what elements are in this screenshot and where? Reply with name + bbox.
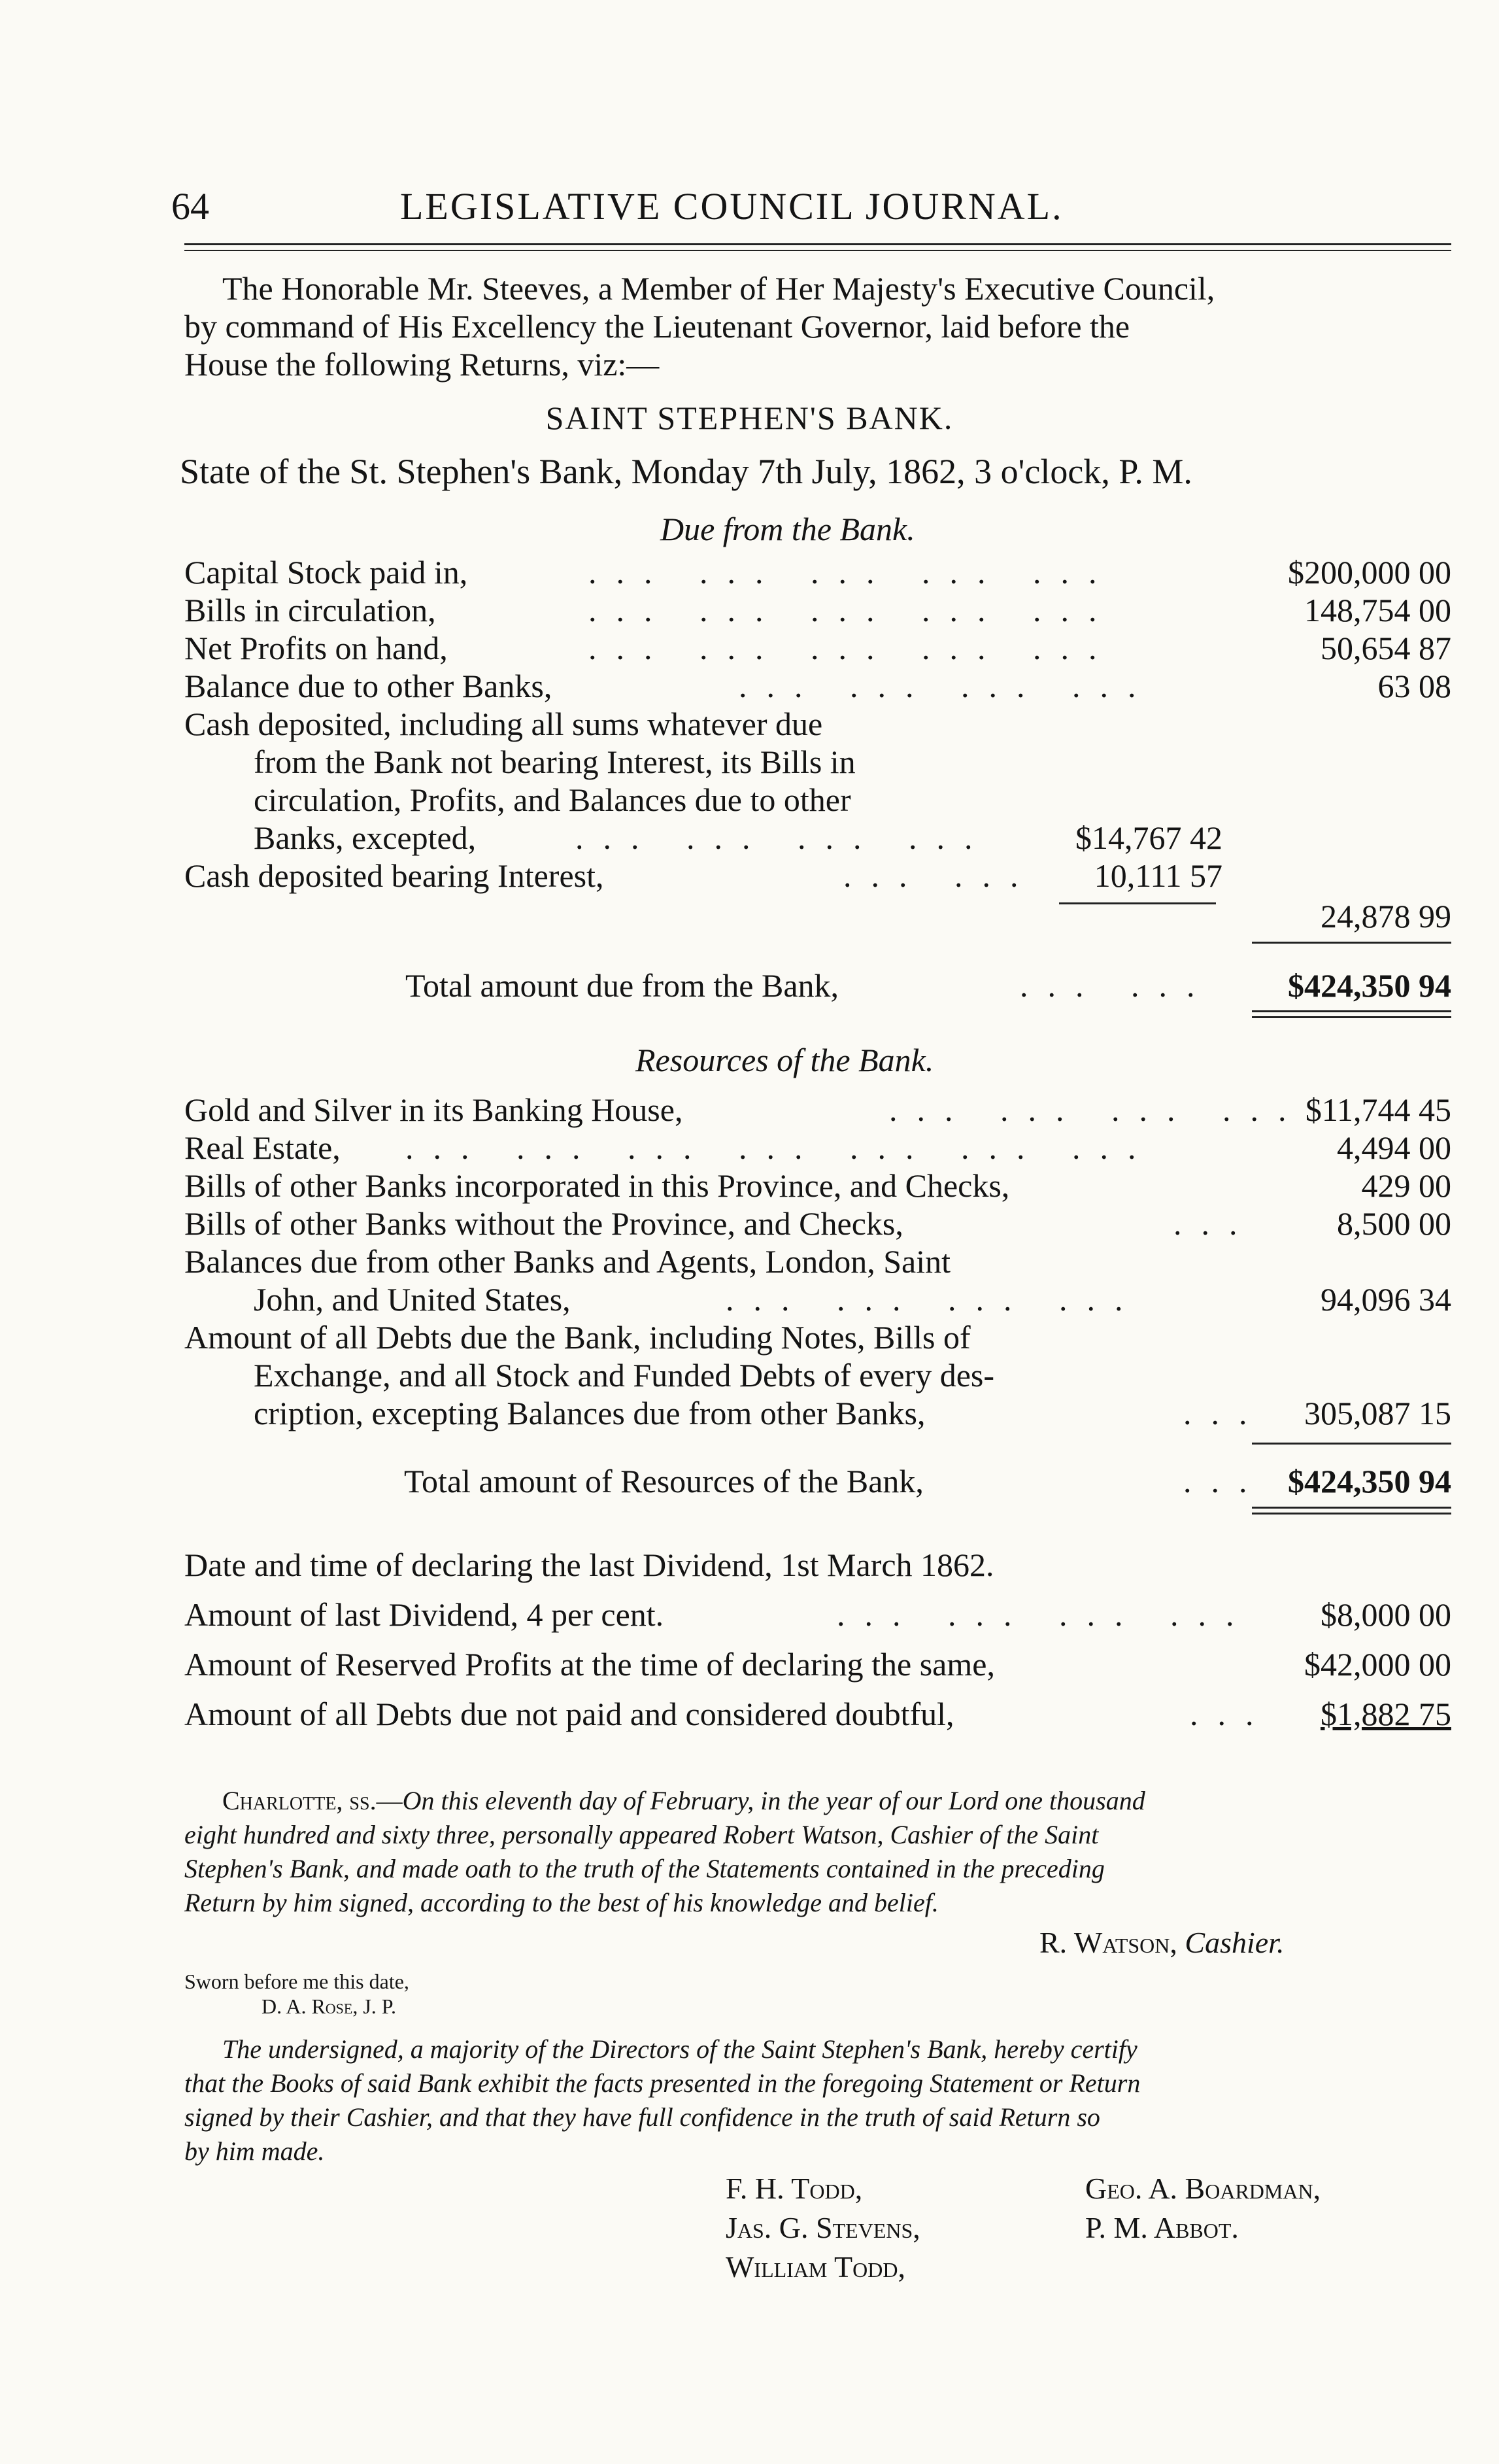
cash-deposited-line: from the Bank not bearing Interest, its Bills in	[254, 744, 856, 780]
due-total-label: Total amount due from the Bank,	[405, 967, 839, 1004]
resource-row-amount: 429 00	[1361, 1167, 1451, 1204]
due-row-amount: 63 08	[1377, 668, 1451, 704]
director-signer: P. M. Abbot.	[1085, 2211, 1239, 2244]
affidavit-line-3: Stephen's Bank, and made oath to the truth of the Statements contained in the preceding	[184, 1854, 1105, 1883]
due-row-amount: 50,654 87	[1321, 630, 1451, 666]
cash-interest-amount: 10,111 57	[1094, 857, 1222, 894]
balances-line: Balances due from other Banks and Agents, London, Saint	[184, 1243, 951, 1280]
due-row-dots: ... ... ... ... ...	[588, 592, 1117, 628]
intro-line-3: House the following Returns, viz:—	[184, 346, 660, 383]
due-row-dots: ... ... ... ...	[739, 668, 1156, 704]
intro-line-1: The Honorable Mr. Steeves, a Member of Her Majesty's Executive Council,	[222, 270, 1215, 307]
cashier-name: R. Watson,	[1039, 1926, 1177, 1959]
resource-row-dots: ... ... ... ...	[889, 1091, 1306, 1128]
directors-line-2: that the Books of said Bank exhibit the facts presented in the foregoing Statement or Return	[184, 2068, 1141, 2098]
resource-row-label: Real Estate,	[184, 1129, 341, 1166]
debts-line: Exchange, and all Stock and Funded Debts of every des-	[254, 1357, 995, 1394]
cashier-title: Cashier.	[1185, 1926, 1285, 1959]
subtotal-rule	[1059, 902, 1216, 904]
resources-total-amount: $424,350 94	[1288, 1463, 1451, 1499]
justice-of-peace: D. A. Rose, J. P.	[261, 1994, 397, 2018]
due-row-amount: 148,754 00	[1304, 592, 1451, 628]
resources-total-double-rule	[1252, 1507, 1451, 1509]
cash-interest-label: Cash deposited bearing Interest,	[184, 857, 604, 894]
directors-line-1: The undersigned, a majority of the Directors of the Saint Stephen's Bank, hereby certify	[222, 2034, 1137, 2064]
debts-line: Amount of all Debts due the Bank, including Notes, Bills of	[184, 1319, 971, 1356]
affidavit-lead: Charlotte, ss.—	[222, 1786, 403, 1815]
cash-interest-dots: ... ...	[843, 857, 1038, 894]
due-row-label: Balance due to other Banks,	[184, 668, 552, 704]
dividend-row-label: Amount of last Dividend, 4 per cent.	[184, 1596, 664, 1633]
due-total-double-rule	[1252, 1016, 1451, 1018]
dividend-row-label: Amount of Reserved Profits at the time of declaring the same,	[184, 1646, 995, 1683]
due-row-amount: $200,000 00	[1288, 554, 1451, 590]
due-row-label: Bills in circulation,	[184, 592, 436, 628]
statement-date-line: State of the St. Stephen's Bank, Monday 7th July, 1862, 3 o'clock, P. M.	[180, 452, 1192, 491]
dividend-row-label: Amount of all Debts due not paid and considered doubtful,	[184, 1696, 954, 1732]
resources-total-double-rule	[1252, 1513, 1451, 1514]
affidavit-line-4: Return by him signed, according to the best of his knowledge and belief.	[184, 1888, 939, 1917]
due-subtotal: 24,878 99	[1321, 898, 1451, 934]
due-total-amount: $424,350 94	[1288, 967, 1451, 1004]
resource-row-dots: ...	[1173, 1205, 1257, 1242]
page-number: 64	[171, 185, 209, 228]
due-heading: Due from the Bank.	[660, 511, 915, 547]
balances-amount: 94,096 34	[1321, 1281, 1451, 1318]
resource-row-amount: 8,500 00	[1337, 1205, 1451, 1242]
journal-title: LEGISLATIVE COUNCIL JOURNAL.	[400, 185, 1064, 228]
cash-deposited-line: circulation, Profits, and Balances due to other	[254, 781, 851, 818]
dividend-row-amount: $42,000 00	[1304, 1646, 1451, 1683]
director-signer: Geo. A. Boardman,	[1085, 2172, 1321, 2205]
resource-row-amount: $11,744 45	[1305, 1091, 1451, 1128]
intro-line-2: by command of His Excellency the Lieutenant Governor, laid before the	[184, 308, 1130, 345]
balances-dots: ... ... ... ...	[726, 1281, 1143, 1318]
due-row-label: Capital Stock paid in,	[184, 554, 468, 590]
resource-row-label: Bills of other Banks incorporated in this Province, and Checks,	[184, 1167, 1010, 1204]
directors-line-4: by him made.	[184, 2136, 325, 2166]
director-signer: William Todd,	[726, 2250, 905, 2284]
resources-total-label: Total amount of Resources of the Bank,	[404, 1463, 924, 1499]
header-rule-top	[184, 243, 1451, 245]
cash-deposited-line: Banks, excepted,	[254, 819, 477, 856]
resource-row-dots: ... ... ... ... ... ... ...	[405, 1129, 1156, 1166]
resource-row-label: Gold and Silver in its Banking House,	[184, 1091, 683, 1128]
resources-total-rule	[1252, 1443, 1451, 1445]
balances-line: John, and United States,	[254, 1281, 571, 1318]
due-row-dots: ... ... ... ... ...	[588, 630, 1117, 666]
cashier-signature	[1039, 1925, 1285, 1960]
sworn-line: Sworn before me this date,	[184, 1970, 409, 1993]
dividend-row-amount: $1,882 75	[1321, 1696, 1451, 1732]
header-rule-bottom	[184, 250, 1451, 251]
due-row-label: Net Profits on hand,	[184, 630, 448, 666]
dividend-row-dots: ... ... ... ...	[837, 1596, 1254, 1633]
dividend-row-dots: ...	[1190, 1696, 1273, 1732]
director-signer: F. H. Todd,	[726, 2172, 863, 2205]
cash-deposited-amount: $14,767 42	[1075, 819, 1222, 856]
cash-deposited-line: Cash deposited, including all sums whatever due	[184, 706, 823, 742]
dividend-row-amount: $8,000 00	[1321, 1596, 1451, 1633]
affidavit-line-1	[222, 1785, 1145, 1816]
due-total-rule	[1252, 942, 1451, 944]
resource-row-amount: 4,494 00	[1337, 1129, 1451, 1166]
dividend-date-line: Date and time of declaring the last Dividend, 1st March 1862.	[184, 1547, 994, 1583]
affidavit-text: On this eleventh day of February, in the year of our Lord one thousand	[402, 1786, 1145, 1815]
director-signer: Jas. G. Stevens,	[726, 2211, 920, 2244]
debts-line: cription, excepting Balances due from other Banks,	[254, 1395, 926, 1431]
resource-row-label: Bills of other Banks without the Province, and Checks,	[184, 1205, 903, 1242]
due-total-double-rule	[1252, 1010, 1451, 1012]
debts-dots: ...	[1183, 1395, 1267, 1431]
resources-heading: Resources of the Bank.	[635, 1042, 934, 1078]
due-row-dots: ... ... ... ... ...	[588, 554, 1117, 590]
due-total-dots: ... ...	[1020, 967, 1215, 1004]
debts-amount: 305,087 15	[1304, 1395, 1451, 1431]
resources-total-dots: ...	[1183, 1463, 1267, 1499]
affidavit-line-2: eight hundred and sixty three, personally appeared Robert Watson, Cashier of the Saint	[184, 1820, 1099, 1849]
cash-deposited-dots: ... ... ... ...	[575, 819, 992, 856]
bank-title: SAINT STEPHEN'S BANK.	[545, 400, 954, 436]
directors-line-3: signed by their Cashier, and that they have full confidence in the truth of said Return so	[184, 2102, 1100, 2132]
